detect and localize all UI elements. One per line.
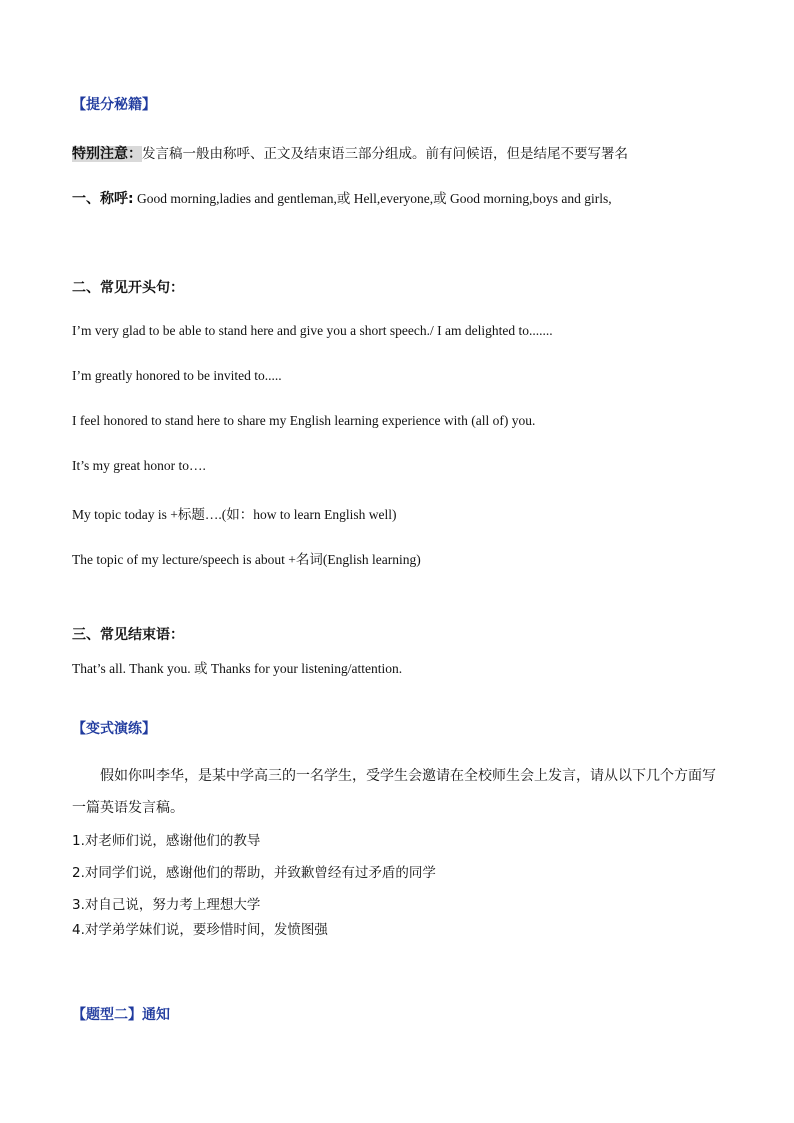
opener-line-2: I’m greatly honored to be invited to..... bbox=[72, 368, 282, 383]
opener-line-5: My topic today is +标题….(如：how to learn English well) bbox=[72, 507, 397, 522]
special-note bbox=[72, 142, 628, 163]
practice-item-4: 4.对学弟学妹们说，要珍惜时间，发愤图强 bbox=[72, 922, 328, 938]
practice-paragraph: 假如你叫李华，是某中学高三的一名学生，受学生会邀请在全校师生会上发言，请从以下几个方面写一篇英语发言稿。 bbox=[72, 768, 716, 816]
opener-line-1: I’m very glad to be able to stand here and give you a short speech./ I am delighted to....... bbox=[72, 323, 553, 338]
closings-heading: 三、常见结束语： bbox=[72, 627, 184, 643]
opener-line-4: It’s my great honor to…. bbox=[72, 458, 206, 473]
practice-header: 【变式演练】 bbox=[72, 721, 156, 737]
practice-item-2: 2.对同学们说，感谢他们的帮助，并致歉曾经有过矛盾的同学 bbox=[72, 865, 436, 881]
opener-line-6: The topic of my lecture/speech is about +名词(English learning) bbox=[72, 552, 421, 567]
closings-text: That’s all. Thank you. 或 Thanks for your listening/attention. bbox=[72, 661, 403, 676]
practice-item-1: 1.对老师们说，感谢他们的教导 bbox=[72, 833, 261, 849]
practice-item-3: 3.对自己说，努力考上理想大学 bbox=[72, 897, 261, 913]
openers-heading: 二、常见开头句： bbox=[72, 280, 184, 296]
type2-header bbox=[72, 1004, 170, 1024]
salutation-line bbox=[72, 187, 612, 208]
opener-line-3: I feel honored to stand here to share my English learning experience with (all of) you. bbox=[72, 413, 536, 428]
tips-header: 【提分秘籍】 bbox=[72, 97, 156, 113]
special-note-label: 特别注意： bbox=[72, 146, 142, 162]
salutation-text: Good morning,ladies and gentleman,或 Hell,everyone,或 Good morning,boys and girls, bbox=[133, 191, 612, 206]
special-note-text: 发言稿一般由称呼、正文及结束语三部分组成。前有问候语，但是结尾不要写署名 bbox=[142, 146, 628, 162]
type2-title: 通知 bbox=[142, 1007, 170, 1023]
salutation-label: 一、称呼: bbox=[72, 191, 134, 207]
type2-bracket: 【题型二】 bbox=[72, 1007, 142, 1023]
